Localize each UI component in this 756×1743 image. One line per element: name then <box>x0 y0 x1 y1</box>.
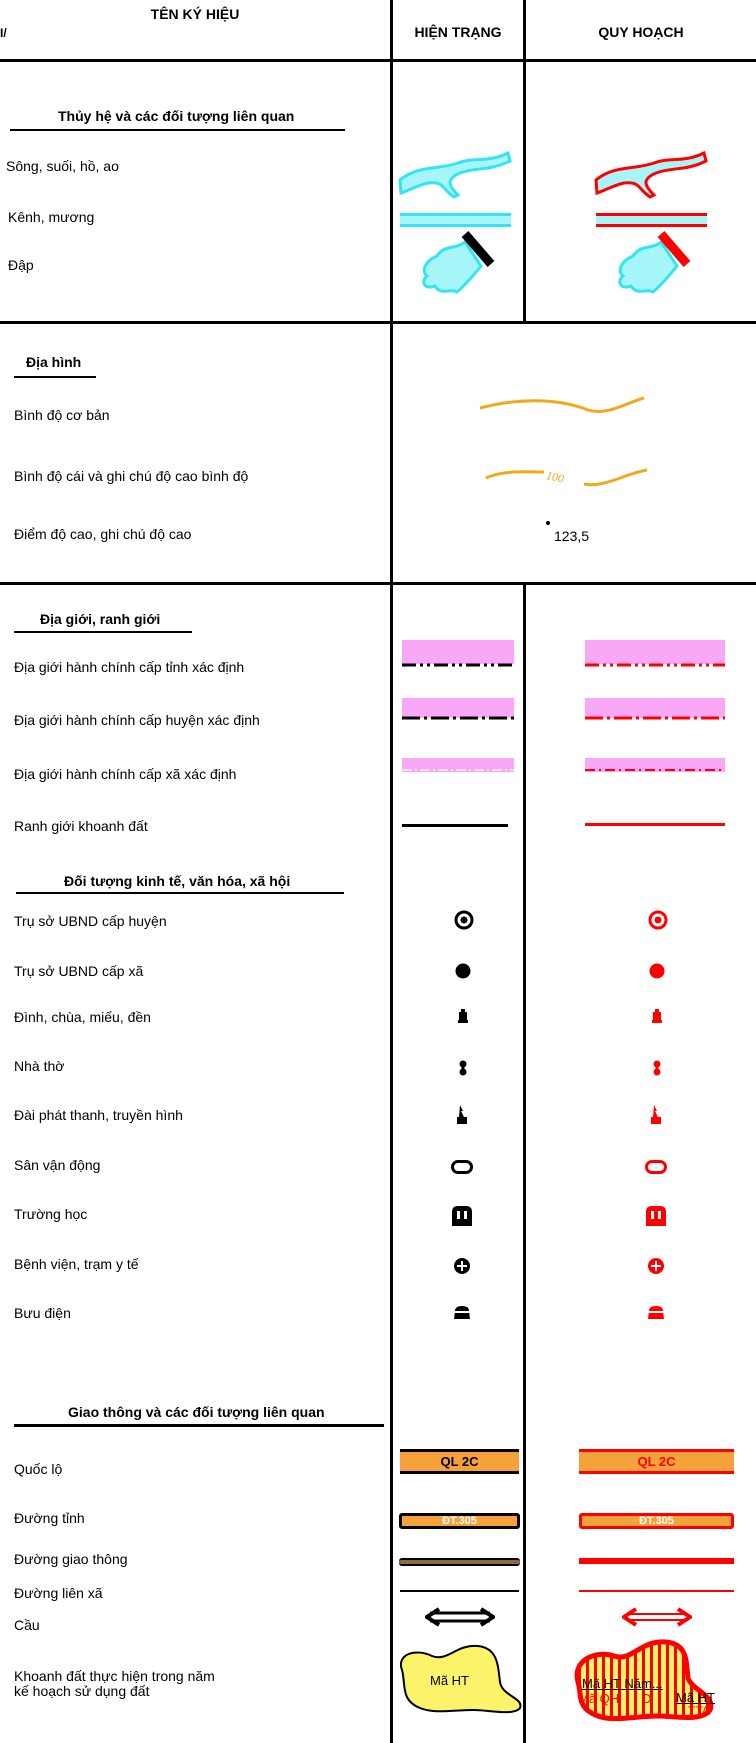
national-road-symbol-planned: QL 2C <box>579 1449 734 1474</box>
province-line-planned <box>583 661 727 669</box>
label-provincial-road: Đường tỉnh <box>14 1510 85 1526</box>
section-rule-2 <box>0 582 756 585</box>
label-spot-height: Điểm độ cao, ghi chú độ cao <box>14 526 192 542</box>
hospital-icon-current <box>453 1257 471 1275</box>
label-national-road: Quốc lộ <box>14 1461 63 1477</box>
label-canal: Kênh, mương <box>8 209 95 225</box>
section-title-socio: Đối tượng kinh tế, văn hóa, xã hội <box>64 873 291 889</box>
basic-contour-symbol <box>478 394 646 418</box>
broadcast-icon-planned <box>649 1105 665 1125</box>
label-parcel-1: Khoanh đất thực hiện trong năm <box>14 1668 215 1684</box>
label-post-office: Bưu điện <box>14 1305 71 1321</box>
label-broadcast: Đài phát thanh, truyền hình <box>14 1107 183 1123</box>
spot-height-dot <box>546 521 550 525</box>
header-left-mark: I/ <box>0 26 7 40</box>
section-underline <box>14 631 192 633</box>
section-title-transport: Giao thông và các đối tượng liên quan <box>68 1404 325 1420</box>
label-church: Nhà thờ <box>14 1058 65 1074</box>
spot-height-value: 123,5 <box>554 528 590 544</box>
section-title-boundary: Địa giới, ranh giới <box>40 611 161 627</box>
label-bridge: Cầu <box>14 1617 40 1633</box>
parcel-code-planned-2: Mã QH <box>578 1691 620 1706</box>
canal-symbol-planned <box>596 213 707 227</box>
label-parcel-boundary: Ranh giới khoanh đất <box>14 818 148 834</box>
label-district-ubnd: Trụ sở UBND cấp huyện <box>14 913 167 929</box>
church-icon-planned <box>651 1060 663 1076</box>
label-intercommune-road: Đường liên xã <box>14 1585 103 1601</box>
label-dam: Đập <box>8 257 34 273</box>
province-line-current <box>400 661 516 669</box>
broadcast-icon-current <box>455 1105 471 1125</box>
commune-ubnd-icon-planned <box>648 962 666 980</box>
label-temple: Đình, chùa, miếu, đền <box>14 1009 151 1025</box>
label-commune-boundary: Địa giới hành chính cấp xã xác định <box>14 766 237 782</box>
column-divider-2a <box>523 0 526 322</box>
river-symbol-current <box>398 145 513 200</box>
parcel-line-planned <box>585 823 725 826</box>
district-line-current <box>400 714 516 722</box>
column-divider-1 <box>390 0 393 1743</box>
label-school: Trường học <box>14 1206 88 1222</box>
road-symbol-planned <box>579 1558 734 1564</box>
provincial-road-symbol-planned: ĐT.305 <box>579 1513 734 1529</box>
dam-symbol-planned <box>611 230 691 300</box>
section-title-terrain: Địa hình <box>26 354 82 370</box>
district-ubnd-icon-planned <box>647 909 669 931</box>
commune-line-planned <box>583 766 727 774</box>
section-title-hydro: Thủy hệ và các đối tượng liên quan <box>58 108 295 124</box>
commune-line-current <box>400 766 516 774</box>
section-underline <box>10 129 345 131</box>
header-name: TÊN KÝ HIỆU <box>150 6 240 22</box>
section-underline <box>14 376 96 378</box>
index-contour-symbol <box>484 460 649 492</box>
parcel-code-planned-4: Mã HT <box>676 1690 715 1705</box>
temple-icon-current <box>457 1009 469 1023</box>
stadium-icon-current <box>451 1160 473 1174</box>
label-hospital: Bệnh viện, trạm y tế <box>14 1256 139 1272</box>
dam-symbol-current <box>415 230 495 300</box>
road-symbol-current <box>399 1558 520 1566</box>
header-planned: QUY HOẠCH <box>598 24 684 40</box>
stadium-icon-planned <box>645 1160 667 1174</box>
canal-symbol-current <box>400 213 511 227</box>
district-line-planned <box>583 714 727 722</box>
intercommune-road-current <box>400 1590 519 1592</box>
district-ubnd-icon-current <box>453 909 475 931</box>
parcel-code-planned-5: TTA <box>688 1704 710 1718</box>
parcel-code-planned-3: D <box>642 1691 652 1706</box>
label-index-contour: Bình độ cái và ghi chú độ cao bình độ <box>14 468 249 484</box>
national-road-symbol-current: QL 2C <box>400 1449 519 1474</box>
label-river: Sông, suối, hồ, ao <box>6 158 119 174</box>
church-icon-current <box>457 1060 469 1076</box>
intercommune-road-planned <box>579 1590 734 1592</box>
hospital-icon-planned <box>647 1257 665 1275</box>
column-divider-2b <box>523 583 526 1743</box>
label-province-boundary: Địa giới hành chính cấp tỉnh xác định <box>14 659 245 675</box>
section-underline <box>16 892 344 894</box>
header-bottom-rule <box>0 59 756 62</box>
contour-label: 100 <box>544 468 566 486</box>
bridge-icon-planned <box>622 1605 692 1633</box>
parcel-code-planned-1: Mã HT Năm... <box>582 1676 663 1691</box>
parcel-line-current <box>402 824 508 827</box>
parcel-code-current: Mã HT <box>430 1673 469 1688</box>
bridge-icon-current <box>425 1605 495 1633</box>
school-icon-current <box>452 1206 472 1226</box>
label-parcel-2: kế hoạch sử dụng đất <box>14 1683 150 1699</box>
post-office-icon-planned <box>646 1305 666 1321</box>
temple-icon-planned <box>651 1009 663 1023</box>
section-rule-1 <box>0 321 756 324</box>
label-district-boundary: Địa giới hành chính cấp huyện xác định <box>14 712 260 728</box>
river-symbol-planned <box>594 145 709 200</box>
commune-ubnd-icon-current <box>454 962 472 980</box>
provincial-road-symbol-current: ĐT.305 <box>399 1513 520 1529</box>
post-office-icon-current <box>452 1305 472 1321</box>
header-current: HIỆN TRẠNG <box>414 24 502 40</box>
section-underline <box>14 1424 384 1427</box>
label-road: Đường giao thông <box>14 1551 128 1567</box>
school-icon-planned <box>646 1206 666 1226</box>
label-stadium: Sân vận động <box>14 1157 101 1173</box>
label-commune-ubnd: Trụ sở UBND cấp xã <box>14 963 144 979</box>
label-basic-contour: Bình độ cơ bản <box>14 407 110 423</box>
